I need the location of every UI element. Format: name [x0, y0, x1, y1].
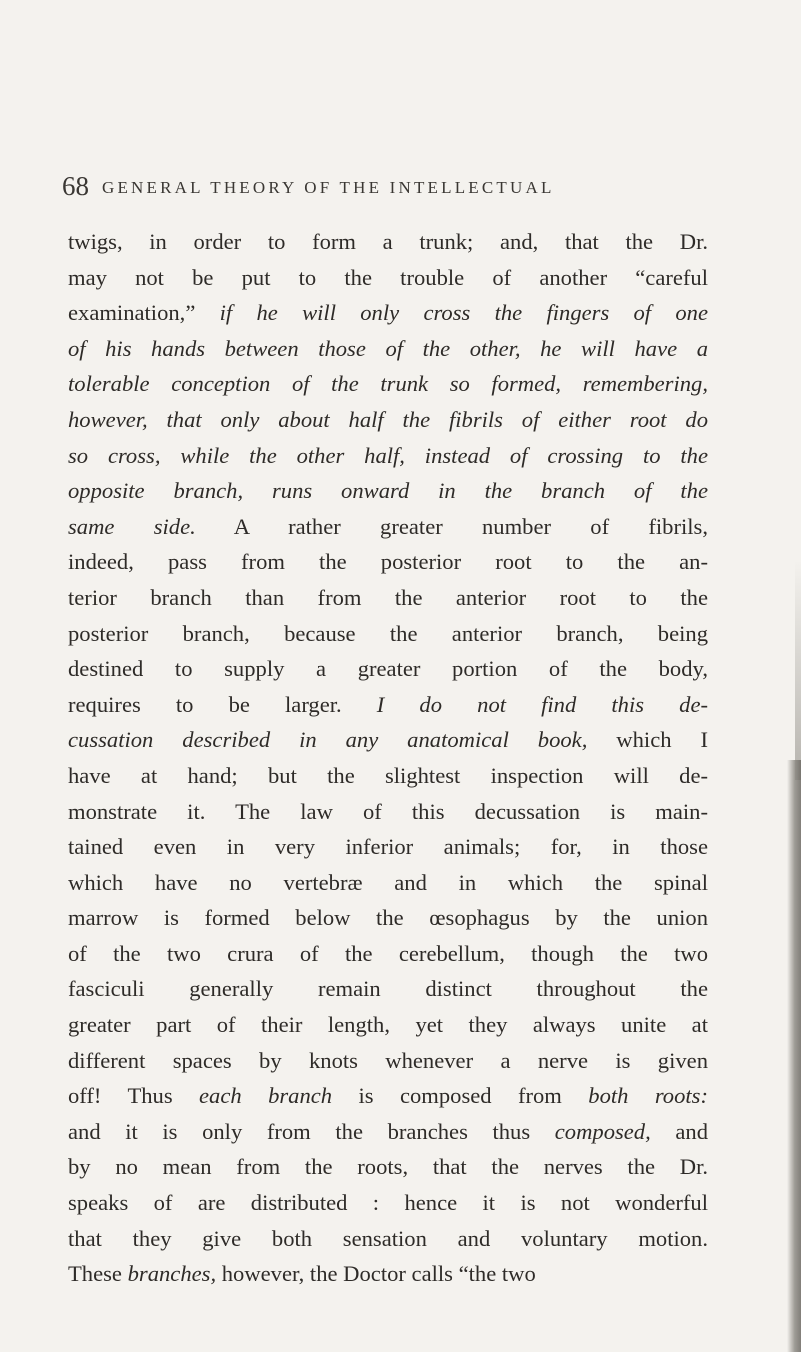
italic-text-segment: same side. [68, 513, 196, 539]
text-line [68, 900, 708, 936]
italic-text-segment: of his hands between those of the other, he will have a [68, 335, 708, 361]
text-line [68, 971, 708, 1007]
italic-text-segment: tolerable conception of the trunk so formed, remembering, [68, 371, 708, 397]
text-line [68, 1149, 708, 1185]
text-segment: twigs, in order to form a trunk; and, that the Dr. [68, 229, 708, 254]
text-line [68, 1185, 708, 1221]
text-line [68, 438, 708, 474]
text-segment: posterior branch, because the anterior branch, being [68, 620, 708, 646]
page-number: 68 [62, 171, 89, 201]
italic-text-segment: both roots: [588, 1083, 708, 1109]
text-line [68, 331, 708, 367]
italic-text-segment: however, that only about half the fibrils of either root do [68, 406, 708, 432]
running-head: GENERAL THEORY OF THE INTELLECTUAL [102, 178, 555, 197]
text-segment: These [68, 1261, 128, 1287]
text-segment: speaks of are distributed : hence it is not wonderful [68, 1190, 708, 1216]
text-segment: requires to be larger. [68, 691, 377, 717]
text-line [68, 1043, 708, 1079]
text-line [68, 1078, 708, 1114]
text-line [68, 544, 708, 580]
italic-text-segment: each branch [199, 1083, 333, 1109]
text-segment: and it is only from the branches thus [68, 1118, 555, 1144]
text-line [68, 509, 708, 545]
text-segment: may not be put to the trouble of another “careful [68, 264, 708, 290]
text-segment: that they give both sensation and voluntary motion. [68, 1225, 708, 1251]
text-line [68, 295, 708, 331]
text-segment: tained even in very inferior animals; for, in those [68, 834, 708, 860]
text-segment: by no mean from the roots, that the nerves the Dr. [68, 1154, 708, 1180]
italic-text-segment: so cross, while the other half, instead of crossing to the [68, 442, 708, 468]
text-segment: destined to supply a greater portion of the body, [68, 656, 708, 682]
text-line [68, 402, 708, 438]
text-line [68, 1114, 708, 1150]
text-segment: is composed from [332, 1083, 589, 1109]
text-segment: indeed, pass from the posterior root to the an- [68, 549, 708, 575]
text-segment: however, the Doctor calls “the two [216, 1261, 536, 1287]
text-segment: off! Thus [68, 1083, 200, 1109]
text-line [68, 616, 708, 652]
body-text [68, 224, 708, 1292]
text-line [68, 580, 708, 616]
text-segment: terior branch than from the anterior root to the [68, 584, 708, 610]
text-line [68, 865, 708, 901]
text-line [68, 366, 708, 402]
text-segment: different spaces by knots whenever a nerve is given [68, 1047, 708, 1073]
text-segment: greater part of their length, yet they always unite at [68, 1012, 708, 1038]
italic-text-segment: composed, [554, 1118, 651, 1144]
text-line [68, 794, 708, 830]
text-line [68, 722, 708, 758]
text-line [68, 224, 708, 260]
text-segment: which have no vertebræ and in which the spinal [68, 869, 708, 895]
text-line [68, 1256, 708, 1292]
text-segment: which I [587, 727, 708, 753]
text-segment: examination,” [68, 300, 220, 326]
text-line [68, 1221, 708, 1257]
italic-text-segment: branches, [127, 1261, 217, 1287]
italic-text-segment: if he will only cross the fingers of one [219, 300, 708, 326]
text-line [68, 260, 708, 296]
text-segment: of the two crura of the cerebellum, though the two [68, 940, 708, 966]
text-segment: have at hand; but the slightest inspection will de- [68, 762, 708, 788]
text-line [68, 687, 708, 723]
text-segment: marrow is formed below the œsophagus by the union [68, 905, 708, 931]
text-line [68, 651, 708, 687]
text-line [68, 1007, 708, 1043]
page-header [62, 168, 702, 208]
text-segment: and [650, 1118, 708, 1144]
text-segment: A rather greater number of fibrils, [195, 513, 708, 539]
text-line [68, 473, 708, 509]
text-segment: monstrate it. The law of this decussation is main- [68, 798, 708, 824]
text-segment: fasciculi generally remain distinct throughout the [68, 976, 708, 1002]
italic-text-segment: opposite branch, runs onward in the branch of the [68, 478, 708, 504]
text-line [68, 936, 708, 972]
italic-text-segment: I do not find this de- [376, 691, 708, 717]
text-line [68, 758, 708, 794]
page-edge-shadow-upper [795, 560, 801, 780]
italic-text-segment: cussation described in any anatomical book, [68, 727, 588, 753]
page-edge-shadow [787, 760, 801, 1352]
text-line [68, 829, 708, 865]
